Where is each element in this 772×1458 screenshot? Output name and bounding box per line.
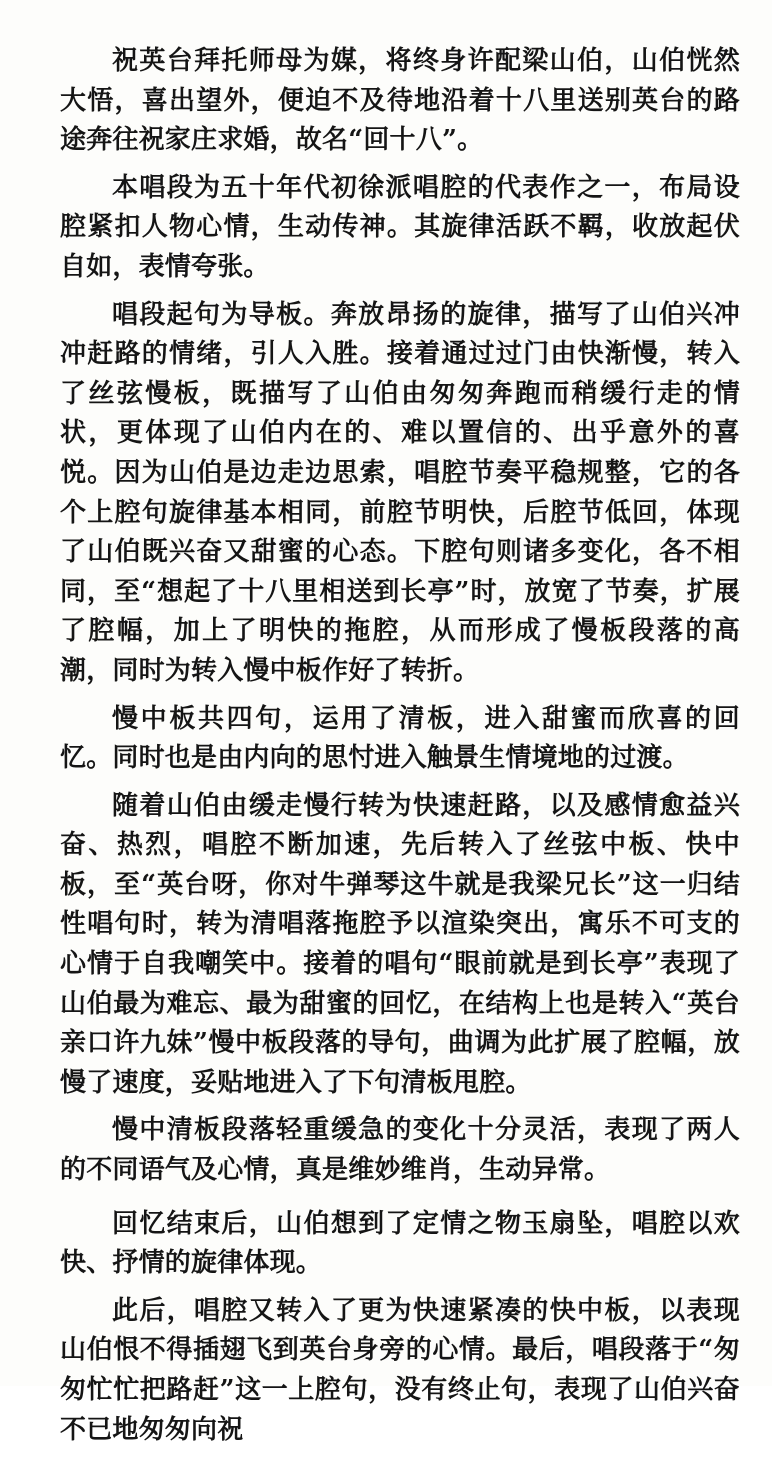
paragraph-5: 随着山伯由缓走慢行转为快速赶路，以及感情愈益兴奋、热烈，唱腔不断加速，先后转入了丝弦中板、快中板，至“英台呀，你对牛弹琴这牛就是我梁兄长”这一归结性唱句时，转为清唱落拖腔予以渲染突出，寓乐不可支的心情于自我嘲笑中。接着的唱句“眼前就是到长亭”表现了山伯最为难忘、最为甜蜜的回忆，在结构上也是转入“英台亲口许九妹”慢中板段落的导句，曲调为此扩展了腔幅，放慢了速度，妥贴地进入了下句清板甩腔。 [60,790,740,1098]
paragraph-4: 慢中板共四句，运用了清板，进入甜蜜而欣喜的回忆。同时也是由内向的思忖进入触景生情境地的过渡。 [60,703,740,774]
paragraph-8: 此后，唱腔又转入了更为快速紧凑的快中板，以表现山伯恨不得插翅飞到英台身旁的心情。最后，唱段落于“匆匆忙忙把路赶”这一上腔句，没有终止句，表现了山伯兴奋不已地匆匆向祝 [60,1295,740,1445]
body-text [60,42,740,1458]
paragraph-2: 本唱段为五十年代初徐派唱腔的代表作之一，布局设腔紧扣人物心情，生动传神。其旋律活跃不羁，收放起伏自如，表情夸张。 [60,172,740,282]
paragraph-7: 回忆结束后，山伯想到了定情之物玉扇坠，唱腔以欢快、抒情的旋律体现。 [60,1208,740,1279]
paragraph-3: 唱段起句为导板。奔放昂扬的旋律，描写了山伯兴冲冲赶路的情绪，引人入胜。接着通过过门由快渐慢，转入了丝弦慢板，既描写了山伯由匆匆奔跑而稍缓行走的情状，更体现了山伯内在的、难以置信的、出乎意外的喜悦。因为山伯是边走边思索，唱腔节奏平稳规整，它的各个上腔句旋律基本相同，前腔节明快，后腔节低回，体现了山伯既兴奋又甜蜜的心态。下腔句则诸多变化，各不相同，至“想起了十八里相送到长亭”时，放宽了节奏，扩展了腔幅，加上了明快的拖腔，从而形成了慢板段落的高潮，同时为转入慢中板作好了转折。 [60,299,740,686]
paragraph-6: 慢中清板段落轻重缓急的变化十分灵活，表现了两人的不同语气及心情，真是维妙维肖，生动异常。 [60,1115,740,1186]
paragraph-1: 祝英台拜托师母为媒，将终身许配梁山伯，山伯恍然大悟，喜出望外，便迫不及待地沿着十八里送别英台的路途奔往祝家庄求婚，故名“回十八”。 [60,46,740,156]
